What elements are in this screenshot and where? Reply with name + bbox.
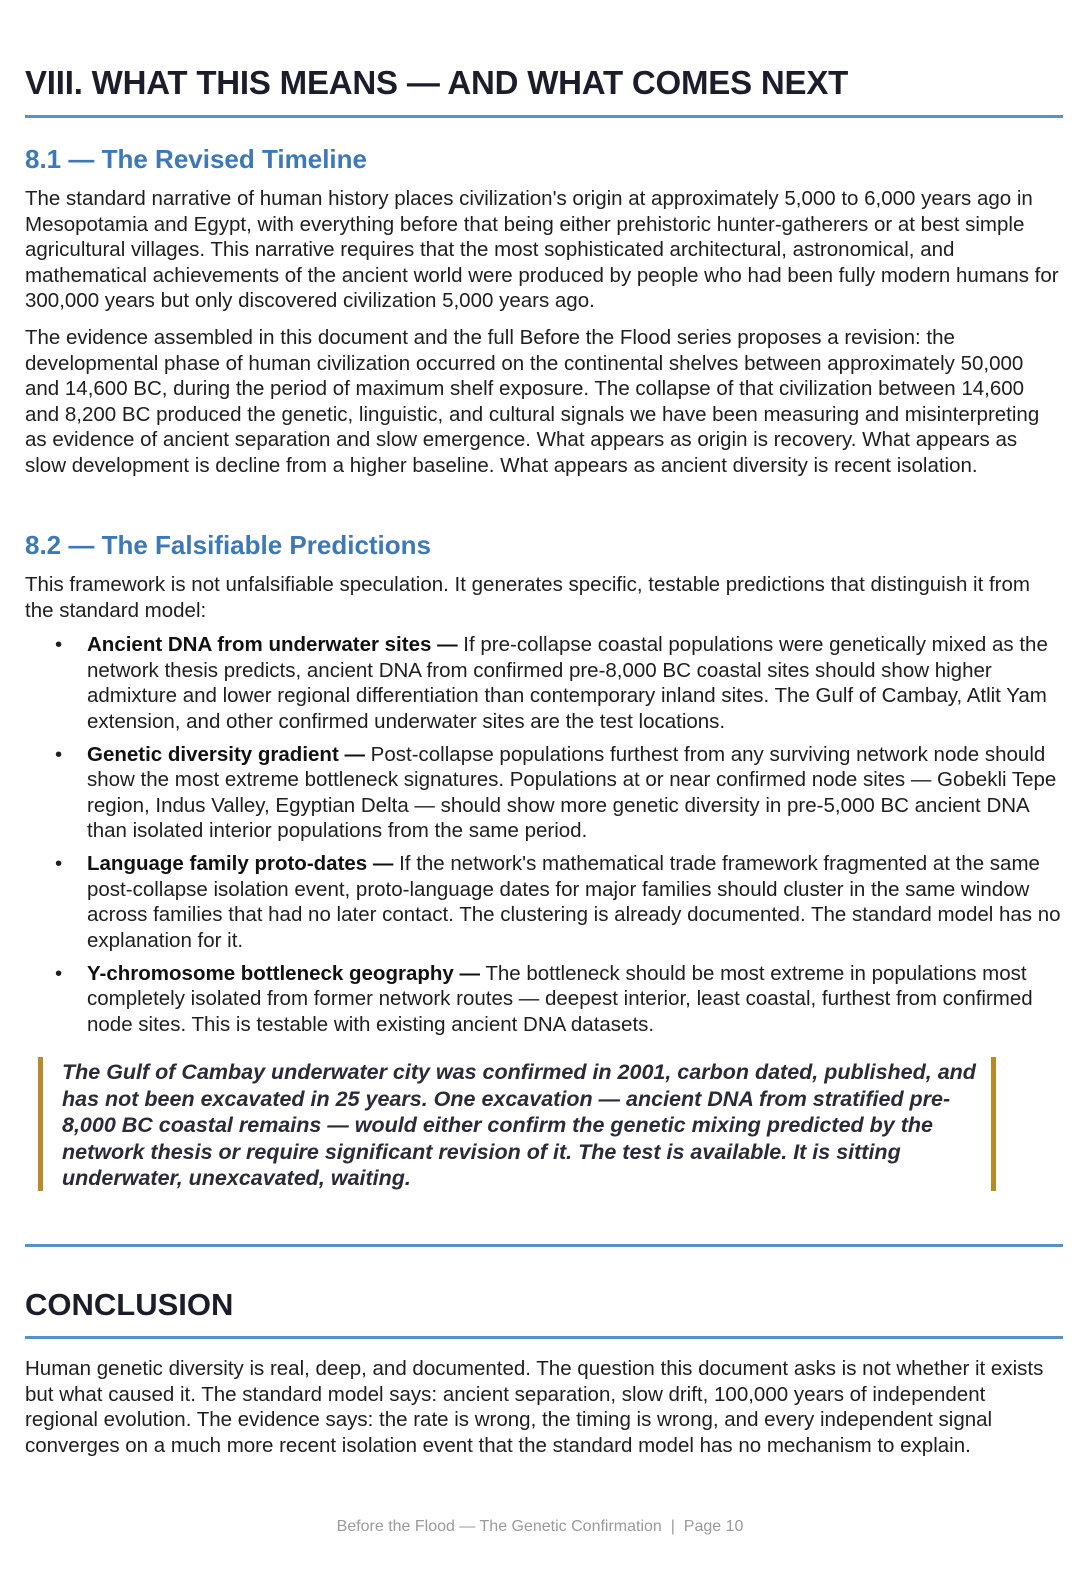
- list-item: [25, 742, 1063, 844]
- bullet-icon: •: [55, 961, 63, 985]
- section-divider-rule: [25, 1244, 1063, 1247]
- page-footer: Before the Flood — The Genetic Confirmation | Page 10: [336, 1518, 744, 1535]
- prediction-term: Genetic diversity gradient —: [87, 742, 365, 766]
- bullet-icon: •: [55, 742, 63, 766]
- callout-right-bar: [991, 1057, 996, 1191]
- prediction-term: Language family proto-dates —: [87, 852, 394, 875]
- subsection-heading-8-2: 8.2 — The Falsifiable Predictions: [25, 530, 432, 560]
- list-item: [25, 632, 1063, 734]
- bullet-icon: •: [55, 633, 63, 656]
- conclusion-heading: CONCLUSION: [25, 1287, 234, 1322]
- prediction-term: Ancient DNA from underwater sites —: [87, 633, 458, 656]
- conclusion-paragraph: Human genetic diversity is real, deep, and documented. The question this document asks is not whether it exists but what caused it. The standard model says: ancient separation, slow drift, 100,000 years of independent regional evolution. The evidence says: the rate is wrong, the timing is wrong, and every independent signal converges on a much more recent isolation event that the standard model has no mechanism to explain.: [25, 1357, 1044, 1457]
- paragraph-revised-timeline-1: The standard narrative of human history places civilization's origin at approximately 5,000 to 6,000 years ago in Mesopotamia and Egypt, with everything before that being either prehistoric hunter-gatherers or at best simple agricultural villages. This narrative requires that the most sophisticated architectural, astronomical, and mathematical achievements of the ancient world were produced by people who had been fully modern humans for 300,000 years but only discovered civilization 5,000 years ago.: [25, 187, 1059, 312]
- prediction-term: Y-chromosome bottleneck geography —: [87, 961, 480, 985]
- paragraph-revised-timeline-2: The evidence assembled in this document and the full Before the Flood series proposes a revision: the developmental phase of human civilization occurred on the continental shelves between approximately 50,000 and 14,600 BC, during the period of maximum shelf exposure. The collapse of that civilization between 14,600 and 8,200 BC produced the genetic, linguistic, and cultural signals we have been measuring and misinterpreting as evidence of ancient separation and slow emergence. What appears as origin is recovery. What appears as slow development is decline from a higher baseline. What appears as ancient diversity is recent isolation.: [25, 326, 1040, 477]
- prediction-text: If the network's mathematical trade framework fragmented at the same post-collapse isolation event, proto-language dates for major families should cluster in the same window across families that had no later contact. The clustering is already documented. The standard model has no explanation for it.: [87, 852, 1061, 952]
- list-item: [25, 851, 1063, 953]
- predictions-list: [25, 632, 1063, 1045]
- section-heading-rule: [25, 115, 1063, 118]
- prediction-text: The bottleneck should be most extreme in populations most completely isolated from former network routes — deepest interior, least coastal, furthest from confirmed node sites. This is testable with existing ancient DNA datasets.: [87, 961, 1033, 1036]
- bullet-icon: •: [55, 852, 63, 875]
- callout-left-bar: [38, 1057, 43, 1191]
- conclusion-heading-rule: [25, 1336, 1063, 1339]
- prediction-text: Post-collapse populations furthest from any surviving network node should show the most extreme bottleneck signatures. Populations at or near confirmed node sites — Gobekli Tepe region, Indus Valley, Egyptian Delta — should show more genetic diversity in pre-5,000 BC ancient DNA than isolated interior populations from the same period.: [87, 742, 1057, 842]
- callout-blockquote: [38, 1057, 996, 1191]
- list-item: [25, 961, 1063, 1038]
- callout-text: The Gulf of Cambay underwater city was confirmed in 2001, carbon dated, published, and has not been excavated in 25 years. One excavation — ancient DNA from stratified pre-8,000 BC coastal remains — would either confirm the genetic mixing predicted by the network thesis or require significant revision of it. The test is available. It is sitting underwater, unexcavated, waiting.: [62, 1060, 976, 1190]
- prediction-text: If pre-collapse coastal populations were genetically mixed as the network thesis predicts, ancient DNA from confirmed pre-8,000 BC coastal sites should show higher admixture and lower regional differentiation than contemporary inland sites. The Gulf of Cambay, Atlit Yam extension, and other confirmed underwater sites are the test locations.: [87, 633, 1048, 733]
- section-heading: VIII. WHAT THIS MEANS — AND WHAT COMES NEXT: [25, 64, 849, 101]
- paragraph-predictions-intro: This framework is not unfalsifiable speculation. It generates specific, testable predictions that distinguish it from the standard model:: [25, 573, 1030, 622]
- subsection-heading-8-1: 8.1 — The Revised Timeline: [25, 144, 367, 174]
